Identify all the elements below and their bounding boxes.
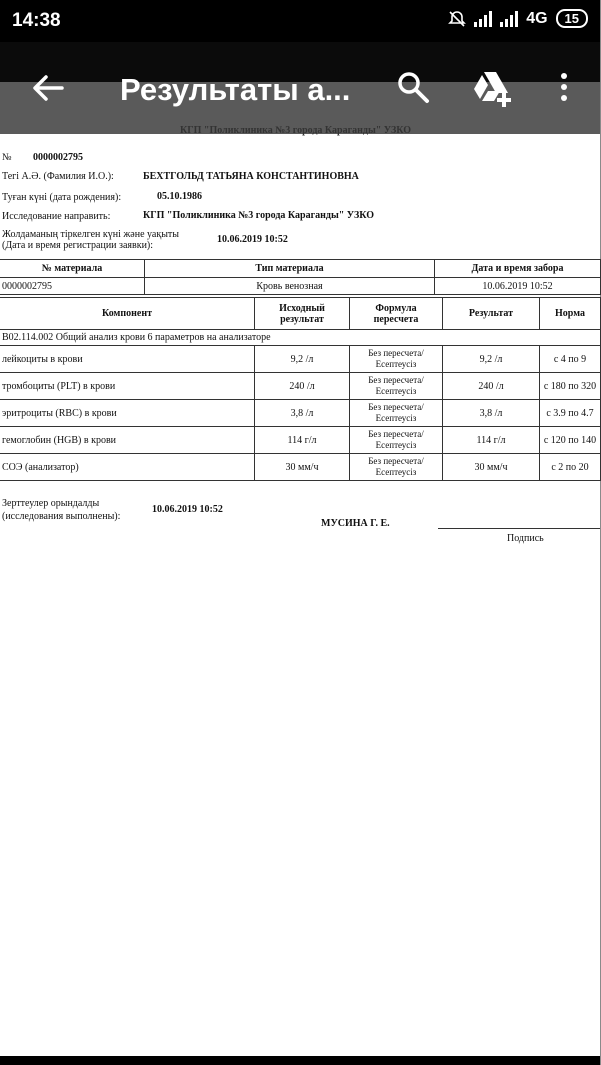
material-row: [0, 278, 601, 295]
completed-datetime: 10.06.2019 10:52: [152, 504, 223, 515]
raw-result-cell: 240 /л: [255, 373, 350, 400]
signal-icon-2: [500, 11, 518, 27]
number-value: 0000002795: [33, 152, 83, 163]
app-bar: [0, 42, 600, 134]
network-type: 4G: [526, 9, 548, 27]
registration-label-ru: (Дата и время регистрации заявки):: [2, 240, 154, 251]
raw-result-cell: 114 г/л: [255, 427, 350, 454]
norm-cell: с 2 по 20: [540, 454, 601, 481]
status-bar: [0, 0, 600, 42]
material-cell: 0000002795: [0, 278, 145, 295]
back-arrow-icon[interactable]: [28, 68, 68, 108]
referral-label: Исследование направить:: [2, 211, 111, 222]
results-header-cell: Компонент: [0, 298, 255, 330]
material-cell: Кровь венозная: [145, 278, 435, 295]
component-cell: СОЭ (анализатор): [0, 454, 255, 481]
completed-label-kz: Зерттеулер орындалды: [2, 498, 100, 509]
group-row: [0, 330, 601, 346]
mute-icon: [448, 10, 466, 28]
status-time: 14:38: [12, 10, 61, 31]
table-row: [0, 400, 601, 427]
raw-result-cell: 3,8 /л: [255, 400, 350, 427]
more-options-icon[interactable]: [552, 70, 576, 104]
signature-label: Подпись: [507, 533, 544, 544]
search-icon[interactable]: [396, 70, 430, 104]
group-cell: B02.114.002 Общий анализ крови 6 параметров на анализаторе: [0, 330, 601, 346]
results-table: [0, 297, 601, 481]
formula-cell: Без пересчета/ Есептеусіз: [350, 373, 443, 400]
results-header-cell: Формула пересчета: [350, 298, 443, 330]
formula-cell: Без пересчета/ Есептеусіз: [350, 400, 443, 427]
nav-bar-edge: [0, 1056, 600, 1065]
signal-icon: [474, 11, 492, 27]
birth-date: 05.10.1986: [157, 191, 202, 202]
results-header-row: [0, 298, 601, 330]
norm-cell: с 180 по 320: [540, 373, 601, 400]
name-label: Тегі А.Ә. (Фамилия И.О.):: [2, 171, 114, 182]
completed-label-ru: (исследования выполнены):: [2, 511, 121, 522]
formula-cell: Без пересчета/ Есептеусіз: [350, 454, 443, 481]
result-cell: 9,2 /л: [443, 346, 540, 373]
document-header: КГП "Поликлиника №3 города Караганды" УЗКО: [180, 125, 412, 136]
material-cell: 10.06.2019 10:52: [435, 278, 601, 295]
page-title: Результаты а...: [120, 72, 351, 107]
signature-line: [438, 528, 600, 529]
component-cell: гемоглобин (HGB) в крови: [0, 427, 255, 454]
birth-label: Туған күні (дата рождения):: [2, 192, 122, 203]
component-cell: тромбоциты (PLT) в крови: [0, 373, 255, 400]
formula-cell: Без пересчета/ Есептеусіз: [350, 427, 443, 454]
component-cell: лейкоциты в крови: [0, 346, 255, 373]
material-header-cell: Дата и время забора: [435, 260, 601, 278]
patient-name: БЕХТГОЛЬД ТАТЬЯНА КОНСТАНТИНОВНА: [143, 171, 359, 182]
registration-label-kz: Жолдаманың тіркелген күні және уақыты: [2, 229, 180, 240]
pdf-document[interactable]: [0, 125, 600, 1056]
material-header-cell: Тип материала: [145, 260, 435, 278]
results-header-cell: Норма: [540, 298, 601, 330]
material-header-cell: № материала: [0, 260, 145, 278]
results-header-cell: Исходный результат: [255, 298, 350, 330]
status-icons: [448, 9, 588, 28]
formula-cell: Без пересчета/ Есептеусіз: [350, 346, 443, 373]
referral-value: КГП "Поликлиника №3 города Караганды" УЗКО: [143, 210, 375, 221]
norm-cell: с 3.9 по 4.7: [540, 400, 601, 427]
table-row: [0, 454, 601, 481]
table-row: [0, 346, 601, 373]
raw-result-cell: 9,2 /л: [255, 346, 350, 373]
result-cell: 3,8 /л: [443, 400, 540, 427]
battery-icon: 15: [556, 9, 588, 28]
material-table: [0, 259, 601, 295]
norm-cell: с 120 по 140: [540, 427, 601, 454]
norm-cell: с 4 по 9: [540, 346, 601, 373]
result-cell: 30 мм/ч: [443, 454, 540, 481]
result-cell: 240 /л: [443, 373, 540, 400]
results-header-cell: Результат: [443, 298, 540, 330]
registration-datetime: 10.06.2019 10:52: [217, 234, 288, 245]
table-row: [0, 427, 601, 454]
add-to-drive-icon[interactable]: [470, 68, 514, 108]
material-header-row: [0, 260, 601, 278]
raw-result-cell: 30 мм/ч: [255, 454, 350, 481]
result-cell: 114 г/л: [443, 427, 540, 454]
table-row: [0, 373, 601, 400]
number-label: №: [2, 152, 12, 163]
doctor-name: МУСИНА Г. Е.: [321, 518, 390, 529]
component-cell: эритроциты (RBC) в крови: [0, 400, 255, 427]
